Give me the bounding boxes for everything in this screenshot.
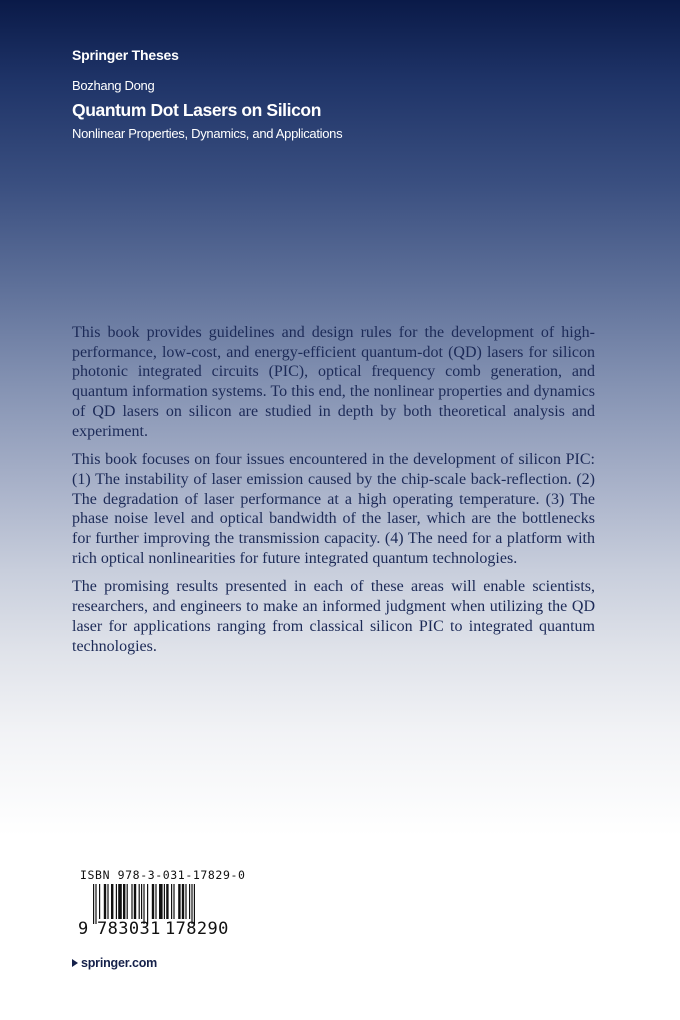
book-description (72, 323, 595, 665)
barcode-digit-first: 9 (78, 919, 89, 939)
publisher-url: springer.com (81, 956, 158, 970)
series-name: Springer Theses (72, 47, 179, 63)
barcode-digit-group-right: 178290 (165, 919, 229, 939)
publisher-link[interactable] (72, 956, 157, 970)
description-paragraph-3: The promising results presented in each of these areas will enable scientists, researchers, and engineers to make an informed judgment when utilizing the QD laser for applications ranging from classical silicon PIC to integrated quantum technologies. (72, 578, 595, 655)
barcode-digit-group-left: 783031 (97, 919, 161, 939)
book-subtitle: Nonlinear Properties, Dynamics, and Applications (72, 126, 343, 141)
author-name: Bozhang Dong (72, 78, 155, 93)
description-paragraph-1: This book provides guidelines and design rules for the development of high-performance, low-cost, and energy-efficient quantum-dot (QD) lasers for silicon photonic integrated circuits (PIC), optical frequency comb generation, and quantum information systems. To this end, the nonlinear properties and dynamics of QD lasers on silicon are studied in depth by both theoretical analysis and experiment. (72, 324, 595, 440)
arrow-right-icon (72, 959, 78, 967)
book-title: Quantum Dot Lasers on Silicon (72, 100, 321, 120)
isbn-label: ISBN 978-3-031-17829-0 (80, 868, 246, 882)
description-paragraph-2: This book focuses on four issues encountered in the development of silicon PIC: (1) The instability of laser emission caused by the chip-scale back-reflection. (2) The degradation of laser performance at a high operating temperature. (3) The phase noise level and optical bandwidth of the laser, which are the bottlenecks for further improving the transmission capacity. (4) The need for a platform with rich optical nonlinearities for future integrated quantum technologies. (72, 451, 595, 567)
barcode-icon (93, 884, 233, 924)
